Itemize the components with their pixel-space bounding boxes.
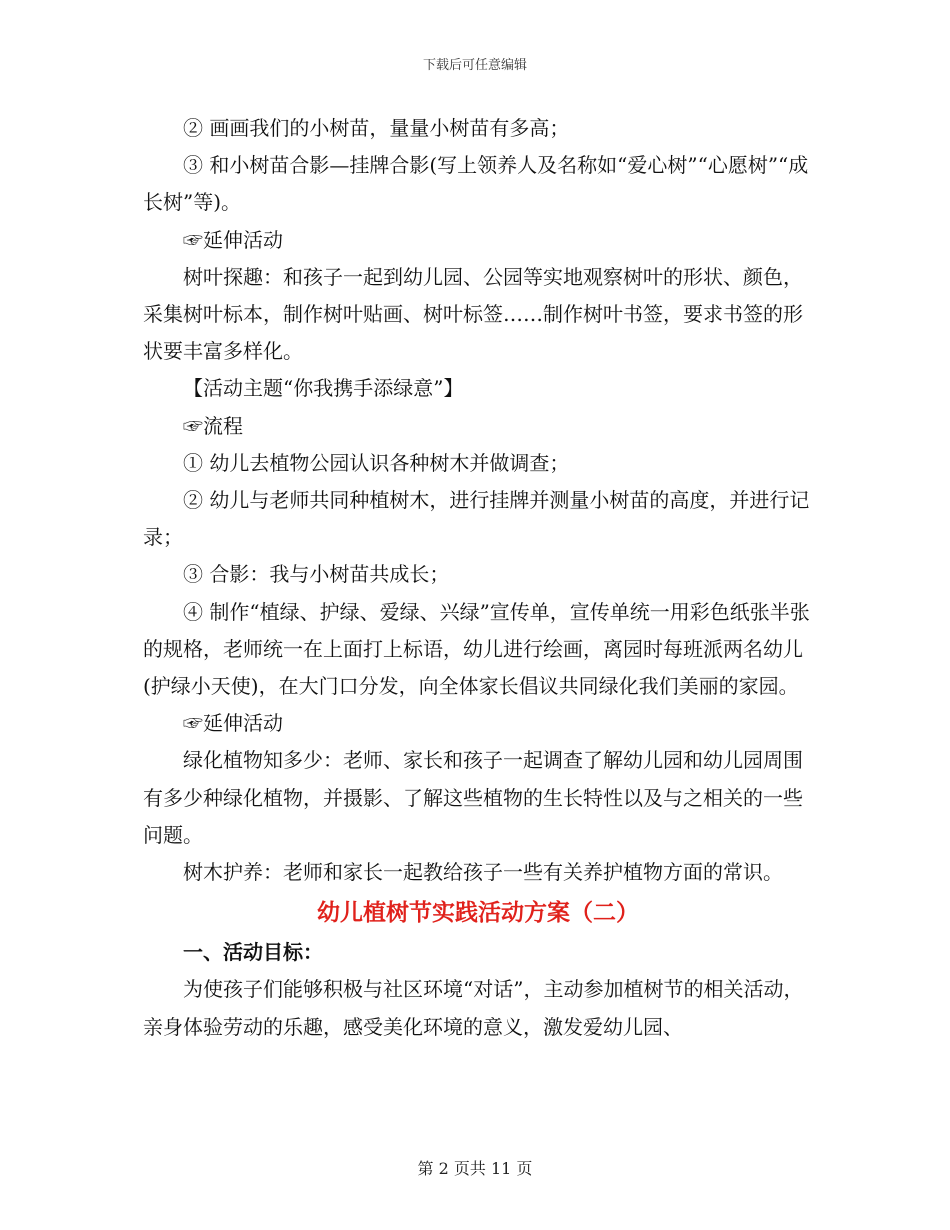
section-heading: 一、活动目标： bbox=[183, 940, 323, 965]
paragraph: 为使孩子们能够积极与社区环境“对话”，主动参加植树节的相关活动，亲身体验劳动的乐趣，感受美化环境的意义，激发爱幼儿园、 bbox=[143, 977, 804, 1039]
paragraph: 树木护养：老师和家长一起教给孩子一些有关养护植物方面的常识。 bbox=[183, 860, 783, 885]
paragraph: ④ 制作“植绿、护绿、爱绿、兴绿”宣传单，宣传单统一用彩色纸张半张的规格，老师统一在上面打上标语，幼儿进行绘画，离园时每班派两名幼儿(护绿小天使)，在大门口分发，向全体家长倡议共同绿化我们美丽的家园。 bbox=[143, 599, 810, 699]
paragraph: ② 幼儿与老师共同种植树木，进行挂牌并测量小树苗的高度，并进行记录； bbox=[143, 488, 810, 550]
document-body bbox=[143, 110, 813, 1046]
paragraph: 【活动主题“你我携手添绿意”】 bbox=[183, 376, 464, 401]
paragraph: 绿化植物知多少：老师、家长和孩子一起调查了解幼儿园和幼儿园周围有多少种绿化植物，并摄影、了解这些植物的生长特性以及与之相关的一些问题。 bbox=[143, 748, 803, 847]
section-title: 幼儿植树节实践活动方案（二） bbox=[317, 899, 639, 927]
paragraph: ② 画画我们的小树苗，量量小树苗有多高； bbox=[183, 116, 570, 140]
paragraph: ③ 和小树苗合影—挂牌合影(写上领养人及名称如“爱心树”“心愿树”“成长树”等)。 bbox=[143, 153, 809, 215]
paragraph: 树叶探趣：和孩子一起到幼儿园、公园等实地观察树叶的形状、颜色，采集树叶标本，制作树叶贴画、树叶标签……制作树叶书签，要求书签的形状要丰富多样化。 bbox=[143, 264, 803, 364]
paragraph: ☞延伸活动 bbox=[183, 711, 283, 736]
paragraph: ① 幼儿去植物公园认识各种树木并做调查； bbox=[183, 450, 570, 475]
page-header: 下载后可任意编辑 bbox=[422, 58, 527, 73]
paragraph: ③ 合影：我与小树苗共成长； bbox=[183, 562, 450, 587]
page-footer: 第 2 页共 11 页 bbox=[417, 1159, 533, 1178]
paragraph: ☞延伸活动 bbox=[183, 227, 283, 252]
paragraph: ☞流程 bbox=[183, 413, 243, 438]
